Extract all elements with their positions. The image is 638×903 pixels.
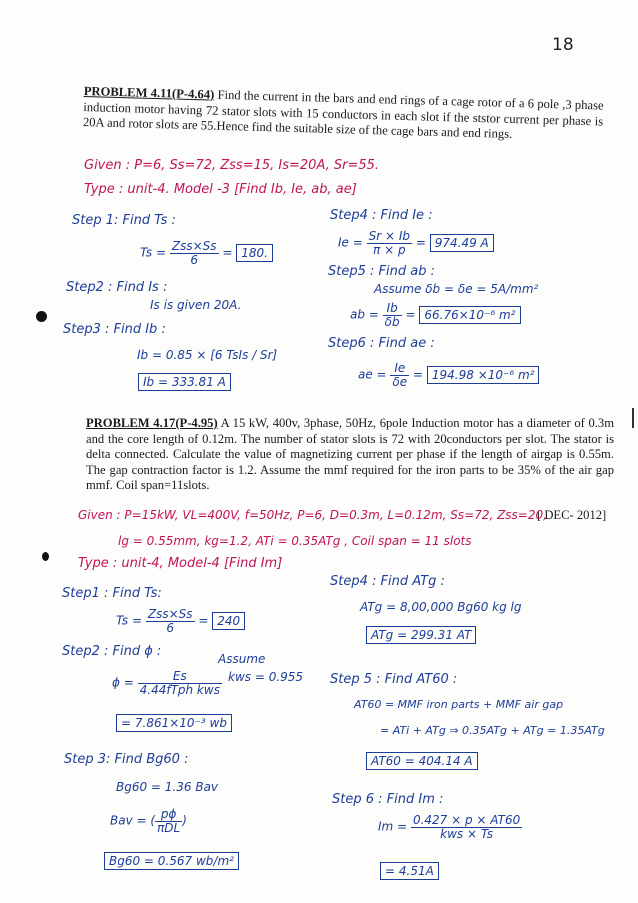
p1-step5-answer: 66.76×10⁻⁶ m²: [419, 306, 520, 324]
p2-step1-heading: Step1 : Find Ts:: [62, 586, 162, 601]
p1-step2-text: Is is given 20A.: [150, 298, 242, 312]
p1-step6-answer: 194.98 ×10⁻⁶ m²: [427, 366, 540, 384]
p2-given-line1: Given : P=15kW, VL=400V, f=50Hz, P=6, D=0.3m, L=0.12m, Ss=72, Zss=20,: [78, 508, 547, 522]
problem-2-title: PROBLEM 4.17(P-4.95): [86, 416, 218, 430]
p1-step2-heading: Step2 : Find Is :: [66, 280, 168, 295]
margin-dot: [36, 311, 47, 322]
p1-step1-equation: Ts = $\frac{\text{Zss×Ss}}{6}$ = 180.: [140, 240, 273, 266]
p2-step4-formula: ATg = 8,00,000 Bg60 kg lg: [360, 600, 522, 614]
p1-step4-answer: 974.49 A: [430, 234, 494, 252]
p2-step4-answer: ATg = 299.31 AT: [366, 626, 476, 644]
p2-step3-line2: Bav = ( $\frac{p\phi}{\text{πDL}}$ ): [110, 807, 187, 835]
p2-step5-line1: AT60 = MMF iron parts + MMF air gap: [354, 698, 564, 711]
p1-step6-heading: Step6 : Find ae :: [328, 336, 435, 351]
p2-step6-equation: Im = $\frac{0.427 \times p \times AT60}{\text{kws × Ts}}$: [378, 813, 521, 841]
p2-step5-answer: AT60 = 404.14 A: [366, 752, 478, 770]
margin-dot-2: [42, 552, 49, 561]
p2-step2-assume: Assume: [218, 652, 266, 666]
p1-step6-equation: ae = $\frac{Ie}{\delta e}$ = 194.98 ×10⁻⁶ m²: [358, 362, 539, 388]
p2-step6-answer: = 4.51A: [380, 862, 439, 880]
problem-1-title: PROBLEM 4.11(P-4.64): [83, 84, 215, 102]
p2-step1-equation: Ts = $\frac{\text{Zss×Ss}}{6}$ = 240: [116, 608, 245, 634]
p2-step3-line1: Bg60 = 1.36 Bav: [116, 780, 219, 794]
p1-step5-equation: ab = $\frac{Ib}{\delta b}$ = 66.76×10⁻⁶ m²: [350, 302, 521, 328]
p2-step2-kws: kws = 0.955: [228, 670, 304, 684]
margin-mark: [632, 408, 634, 428]
problem-2-statement: [86, 416, 614, 494]
p1-step4-heading: Step4 : Find Ie :: [330, 208, 433, 223]
p1-type: Type : unit-4. Model -3 [Find Ib, Ie, ab, ae]: [84, 182, 357, 197]
p2-step3-heading: Step 3: Find Bg60 :: [64, 752, 189, 767]
p2-step2-answer: = 7.861×10⁻³ wb: [116, 714, 232, 732]
p1-step3-formula: Ib = 0.85 × [6 TsIs / Sr]: [137, 348, 278, 362]
p2-step4-heading: Step4 : Find ATg :: [330, 574, 445, 589]
p1-step3-heading: Step3 : Find Ib :: [63, 322, 166, 337]
p1-step3-answer: Ib = 333.81 A: [138, 373, 231, 391]
p1-step1-answer: 180.: [236, 244, 273, 262]
problem-2-text: A 15 kW, 400v, 3phase, 50Hz, 6pole Induction motor has a diameter of 0.3m and the core length of 0.12m. The number of stator slots is 72 with 20conductors per slot. The stator is delta connected. Calculate the value of magnetizing current per phase if the length of airgap is 0.55m. The gap contraction factor is 1.2. Assume the mmf required for the iron parts to be 35% of the air gap mmf. Coil span=11slots.: [86, 416, 614, 492]
p2-step2-heading: Step2 : Find ϕ :: [62, 644, 162, 659]
p2-step5-heading: Step 5 : Find AT60 :: [330, 672, 458, 687]
p1-step5-assume: Assume δb = δe = 5A/mm²: [374, 282, 539, 296]
problem-1-text: Find the current in the bars and end rings of a cage rotor of a 6 pole ,3 phase induction motor having 72 stator slots with 15 conductors in each slot if the ststor current per phase is 20A and rotor slots are 55.Hence find the suitable size of the cage bars and end rings.: [82, 87, 604, 141]
p1-given: Given : P=6, Ss=72, Zss=15, Is=20A, Sr=55.: [84, 158, 380, 173]
p2-step6-heading: Step 6 : Find Im :: [332, 792, 444, 807]
page-number: 18: [552, 35, 574, 55]
p2-type: Type : unit-4, Model-4 [Find Im]: [78, 556, 283, 571]
p2-date: [ DEC- 2012]: [537, 508, 607, 522]
p2-step2-equation: ϕ = $\frac{Es}{\text{4.44fTph kws}}$: [112, 669, 220, 697]
p1-step1-heading: Step 1: Find Ts :: [72, 213, 176, 228]
p2-step1-answer: 240: [212, 612, 245, 630]
p1-step4-equation: Ie = $\frac{Sr \times Ib}{\pi \times p}$ = 974.49 A: [338, 230, 494, 256]
p1-step5-heading: Step5 : Find ab :: [328, 264, 435, 279]
p2-step5-line2: = ATi + ATg ⇒ 0.35ATg + ATg = 1.35ATg: [380, 724, 605, 737]
p2-step3-answer: Bg60 = 0.567 wb/m²: [104, 852, 239, 870]
problem-1-statement: [83, 84, 604, 145]
p2-given-line2: lg = 0.55mm, kg=1.2, ATi = 0.35ATg , Coil span = 11 slots: [118, 534, 472, 548]
